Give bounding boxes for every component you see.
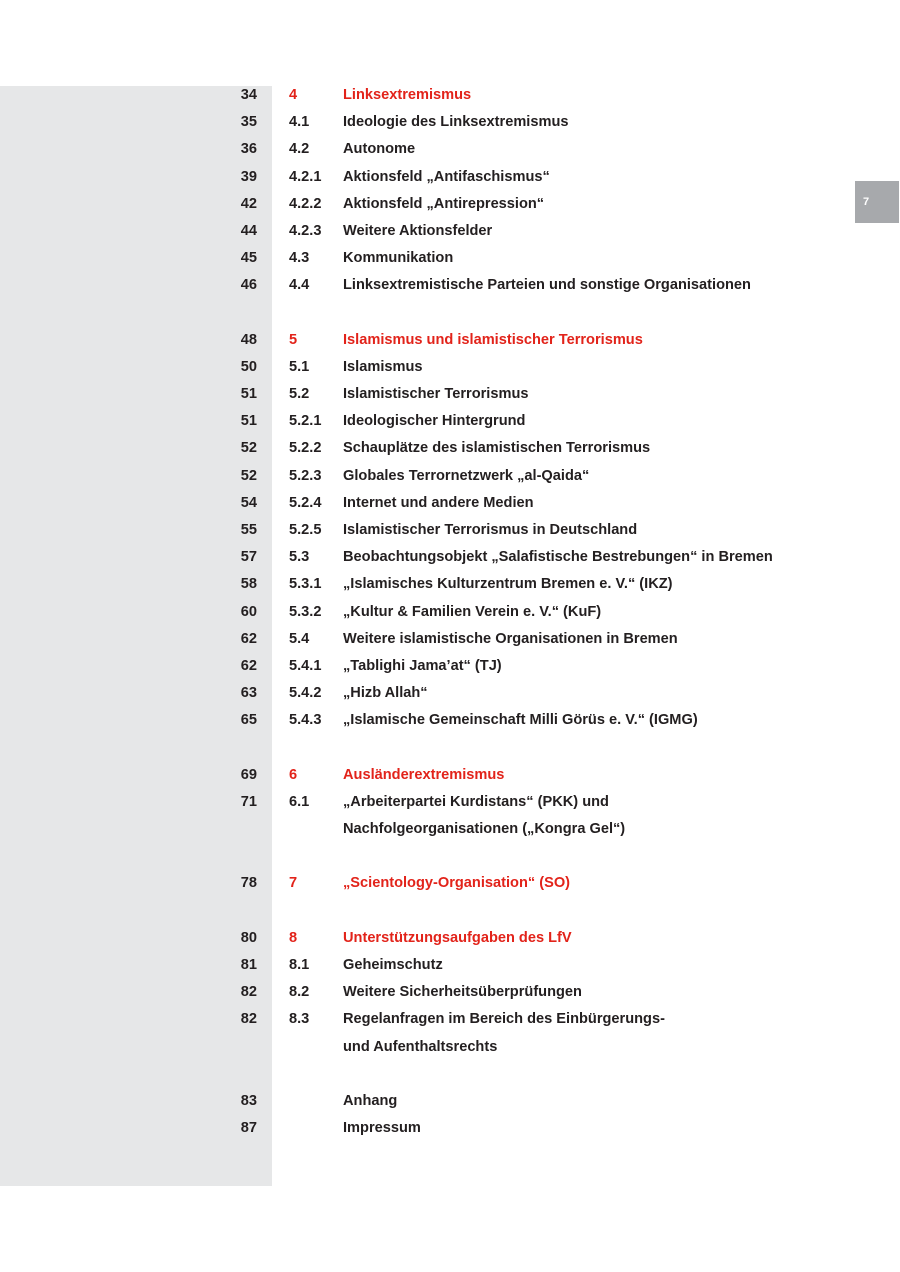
toc-title: Autonome — [343, 141, 416, 158]
toc-title: Aktionsfeld „Antifaschismus“ — [343, 168, 550, 185]
toc-page-number: 65 — [240, 712, 257, 729]
toc-section-number: 5.4.3 — [289, 712, 322, 729]
toc-title: Ausländerextremismus — [343, 766, 505, 783]
toc-section-number: 5.2.3 — [289, 467, 322, 484]
toc-page-number: 80 — [240, 929, 257, 946]
toc-entry-row — [0, 816, 900, 843]
toc-page-number: 36 — [240, 141, 257, 158]
toc-page-number: 71 — [240, 793, 257, 810]
toc-section-number: 5 — [289, 331, 298, 348]
toc-title: Ideologischer Hintergrund — [343, 413, 526, 430]
toc-page-number: 58 — [240, 576, 257, 593]
toc-section-number: 6.1 — [289, 793, 310, 810]
toc-entry-row — [0, 354, 900, 381]
toc-entry-row — [0, 218, 900, 245]
toc-section-number: 5.1 — [289, 358, 310, 375]
toc-section-number: 5.4.2 — [289, 685, 322, 702]
toc-entry-row — [0, 164, 900, 191]
toc-entry-row — [0, 707, 900, 734]
toc-page-number: 51 — [240, 413, 257, 430]
toc-page-number: 55 — [240, 522, 257, 538]
toc-page-number: 69 — [240, 766, 257, 783]
toc-section-number: 5.3.1 — [289, 576, 322, 593]
toc-chapter-row — [0, 82, 900, 109]
toc-page-number: 48 — [240, 331, 257, 348]
toc-page-number: 54 — [240, 494, 257, 511]
toc-section-number: 8.3 — [289, 1011, 310, 1028]
toc-section-number: 8.1 — [289, 957, 310, 973]
toc-entry-row — [0, 109, 900, 136]
toc-title: Internet und andere Medien — [343, 494, 534, 511]
toc-title: Weitere Aktionsfelder — [343, 222, 493, 239]
toc-page-number: 57 — [240, 549, 257, 566]
toc-title: Islamismus — [343, 358, 423, 375]
toc-section-number: 4.2.3 — [289, 222, 322, 239]
toc-section-number: 4.3 — [289, 250, 310, 267]
toc-page-number: 52 — [240, 467, 257, 484]
toc-title: Ideologie des Linksextremismus — [343, 114, 569, 131]
toc-title: Globales Terrornetzwerk „al-Qaida“ — [343, 467, 590, 484]
toc-title: Kommunikation — [343, 250, 454, 267]
toc-page-number: 62 — [240, 657, 257, 674]
section-spacer — [0, 300, 900, 327]
section-spacer — [0, 1061, 900, 1088]
toc-entry-row — [0, 952, 900, 979]
toc-title: Unterstützungsaufgaben des LfV — [343, 929, 572, 946]
toc-title: Anhang — [343, 1092, 398, 1109]
toc-section-number: 4.4 — [289, 277, 310, 294]
toc-section-number: 5.2 — [289, 386, 310, 403]
toc-page-number: 35 — [240, 114, 257, 131]
toc-page-number: 34 — [240, 87, 257, 103]
toc-section-number: 4 — [289, 87, 298, 103]
toc-entry-row — [0, 626, 900, 653]
toc-page-number: 51 — [240, 386, 257, 403]
toc-section-number: 5.2.5 — [289, 522, 322, 538]
toc-page-number: 42 — [240, 195, 257, 212]
toc-title: „Kultur & Familien Verein e. V.“ (KuF) — [343, 603, 602, 620]
toc-page-number: 39 — [240, 168, 257, 185]
toc-entry-row — [0, 544, 900, 571]
table-of-contents — [0, 82, 900, 1142]
toc-section-number: 4.2.1 — [289, 168, 322, 185]
toc-section-number: 5.2.2 — [289, 440, 322, 457]
toc-title: „Hizb Allah“ — [343, 685, 428, 702]
toc-page-number: 50 — [240, 358, 257, 375]
toc-title: „Arbeiterpartei Kurdistans“ (PKK) und — [343, 793, 609, 810]
toc-section-number: 5.4 — [289, 630, 310, 647]
toc-page-number: 82 — [240, 984, 257, 1001]
section-spacer — [0, 898, 900, 925]
toc-entry-row — [0, 381, 900, 408]
toc-title: „Islamische Gemeinschaft Milli Görüs e. V.“ (IGMG) — [343, 712, 698, 729]
toc-chapter-row — [0, 870, 900, 897]
toc-section-number: 5.4.1 — [289, 657, 322, 674]
toc-entry-row — [0, 599, 900, 626]
toc-page-number: 87 — [240, 1120, 257, 1137]
toc-entry-row — [0, 680, 900, 707]
toc-title: Linksextremismus — [343, 87, 472, 103]
toc-title: und Aufenthaltsrechts — [343, 1038, 498, 1055]
toc-entry-row — [0, 1115, 900, 1142]
toc-entry-row — [0, 191, 900, 218]
toc-title: Aktionsfeld „Antirepression“ — [343, 195, 545, 212]
toc-section-number: 5.3.2 — [289, 603, 322, 620]
toc-page-number: 81 — [240, 957, 257, 973]
toc-section-number: 5.2.1 — [289, 413, 322, 430]
toc-page-number: 82 — [240, 1011, 257, 1028]
toc-entry-row — [0, 1088, 900, 1115]
toc-entry-row — [0, 1006, 900, 1033]
toc-title: „Islamisches Kulturzentrum Bremen e. V.“ (IKZ) — [343, 576, 673, 593]
toc-title: Islamismus und islamistischer Terrorismus — [343, 331, 643, 348]
toc-title: Islamistischer Terrorismus — [343, 386, 529, 403]
toc-page-number: 78 — [240, 875, 257, 892]
toc-entry-row — [0, 408, 900, 435]
toc-title: Linksextremistische Parteien und sonstige Organisationen — [343, 277, 751, 294]
toc-entry-row — [0, 517, 900, 544]
toc-page-number: 83 — [240, 1092, 257, 1109]
toc-title: „Scientology-Organisation“ (SO) — [343, 875, 571, 892]
toc-section-number: 8.2 — [289, 984, 310, 1001]
toc-section-number: 4.2 — [289, 141, 310, 158]
toc-section-number: 5.3 — [289, 549, 310, 566]
toc-section-number: 4.1 — [289, 114, 310, 131]
toc-chapter-row — [0, 327, 900, 354]
toc-title: „Tablighi Jama’at“ (TJ) — [343, 657, 502, 674]
toc-page-number: 62 — [240, 630, 257, 647]
toc-title: Impressum — [343, 1120, 421, 1137]
toc-entry-row — [0, 979, 900, 1006]
toc-section-number: 8 — [289, 929, 298, 946]
toc-page-number: 52 — [240, 440, 257, 457]
toc-section-number: 4.2.2 — [289, 195, 322, 212]
toc-entry-row — [0, 789, 900, 816]
toc-chapter-row — [0, 762, 900, 789]
toc-title: Nachfolgeorganisationen („Kongra Gel“) — [343, 821, 626, 838]
toc-title: Weitere islamistische Organisationen in Bremen — [343, 630, 678, 647]
toc-page-number: 46 — [240, 277, 257, 294]
toc-title: Geheimschutz — [343, 957, 443, 973]
toc-entry-row — [0, 136, 900, 163]
toc-entry-row — [0, 1034, 900, 1061]
toc-entry-row — [0, 245, 900, 272]
toc-chapter-row — [0, 925, 900, 952]
toc-entry-row — [0, 571, 900, 598]
toc-title: Regelanfragen im Bereich des Einbürgerungs- — [343, 1011, 665, 1028]
toc-page-number: 44 — [240, 222, 257, 239]
page-number: 7 — [863, 196, 870, 208]
toc-entry-row — [0, 272, 900, 299]
toc-entry-row — [0, 463, 900, 490]
toc-title: Schauplätze des islamistischen Terrorismus — [343, 440, 651, 457]
toc-title: Islamistischer Terrorismus in Deutschland — [343, 522, 638, 538]
toc-page-number: 45 — [240, 250, 257, 267]
toc-title: Beobachtungsobjekt „Salafistische Bestrebungen“ in Bremen — [343, 549, 773, 566]
toc-page-number: 63 — [240, 685, 257, 702]
toc-entry-row — [0, 490, 900, 517]
toc-section-number: 6 — [289, 766, 298, 783]
toc-page-number: 60 — [240, 603, 257, 620]
section-spacer — [0, 735, 900, 762]
section-spacer — [0, 843, 900, 870]
toc-section-number: 7 — [289, 875, 298, 892]
toc-title: Weitere Sicherheitsüberprüfungen — [343, 984, 582, 1001]
toc-entry-row — [0, 435, 900, 462]
toc-section-number: 5.2.4 — [289, 494, 322, 511]
toc-entry-row — [0, 653, 900, 680]
